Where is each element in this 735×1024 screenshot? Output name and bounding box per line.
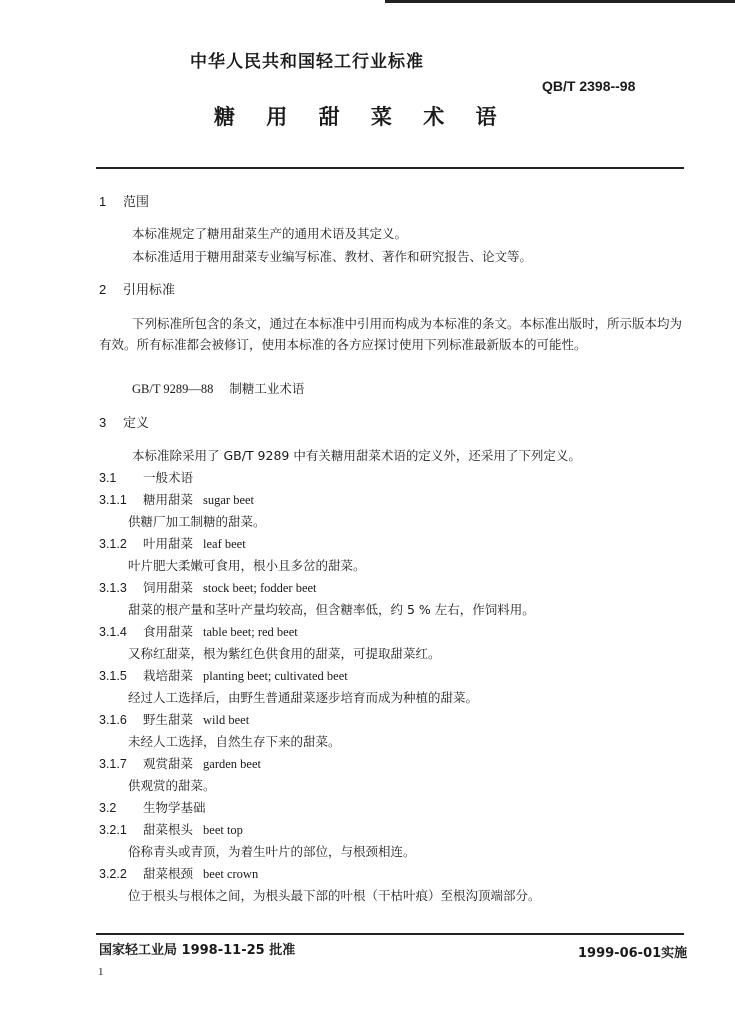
term-number: 3.1.1: [99, 493, 127, 507]
term-definition: 供观赏的甜菜。: [128, 778, 216, 793]
term-cn: 糖用甜菜: [143, 492, 194, 507]
term-en: leaf beet: [203, 537, 246, 551]
reference-entry: [132, 379, 304, 397]
term-en: stock beet; fodder beet: [203, 581, 317, 595]
term-cn: 野生甜菜: [143, 712, 194, 727]
term-en: beet top: [203, 823, 243, 837]
section-number: 2: [99, 282, 107, 297]
subsection-number: 3.2: [99, 801, 117, 815]
term-cn: 食用甜菜: [143, 624, 194, 639]
term-entry: [99, 534, 246, 552]
page-number: 1: [98, 966, 104, 978]
term-number: 3.1.5: [99, 669, 127, 683]
term-entry: [99, 864, 258, 882]
term-number: 3.1.7: [99, 757, 127, 771]
term-definition: 又称红甜菜，根为紫红色供食用的甜菜，可提取甜菜红。: [128, 646, 441, 661]
section-1-heading: [99, 191, 149, 210]
section-title: 定义: [123, 416, 150, 431]
term-number: 3.1.6: [99, 713, 127, 727]
top-border-line: [385, 0, 735, 3]
term-entry: [99, 820, 243, 838]
section-title: 范围: [123, 195, 150, 210]
term-cn: 饲用甜菜: [143, 580, 194, 595]
org-title: 中华人民共和国轻工行业标准: [190, 52, 424, 72]
term-number: 3.1.2: [99, 537, 127, 551]
document-title: 糖 用 甜 菜 术 语: [214, 105, 509, 129]
term-number: 3.1.3: [99, 581, 127, 595]
term-en: sugar beet: [203, 493, 255, 507]
section-2-heading: [99, 279, 175, 298]
term-entry: [99, 666, 348, 684]
effective-date: 1999-06-01实施: [578, 946, 688, 961]
subsection-3-1-heading: [99, 468, 193, 486]
section-title: 引用标准: [123, 283, 176, 298]
term-number: 3.2.2: [99, 867, 127, 881]
subsection-number: 3.1: [99, 471, 117, 485]
term-en: table beet; red beet: [203, 625, 298, 639]
section-number: 3: [99, 415, 107, 430]
term-entry: [99, 490, 254, 508]
term-definition: 经过人工选择后，由野生普通甜菜逐步培育而成为种植的甜菜。: [128, 690, 479, 705]
reference-title: 制糖工业术语: [229, 381, 305, 396]
term-entry: [99, 578, 317, 596]
term-en: wild beet: [203, 713, 250, 727]
term-entry: [99, 754, 261, 772]
term-cn: 叶用甜菜: [143, 536, 194, 551]
subsection-title: 一般术语: [143, 470, 194, 485]
term-cn: 甜菜根颈: [143, 866, 194, 881]
approval-info: 国家轻工业局 1998-11-25 批准: [99, 943, 296, 958]
term-definition: 未经人工选择，自然生存下来的甜菜。: [128, 734, 341, 749]
section-number: 1: [99, 194, 107, 209]
term-definition: 俗称青头或青顶，为着生叶片的部位，与根颈相连。: [128, 844, 416, 859]
term-cn: 甜菜根头: [143, 822, 194, 837]
term-definition: 甜菜的根产量和茎叶产量均较高，但含糖率低，约 5 % 左右，作饲料用。: [128, 602, 535, 617]
section-1-line-1: 本标准规定了糖用甜菜生产的通用术语及其定义。: [132, 226, 408, 241]
standard-code: QB/T 2398--98: [542, 78, 636, 94]
header-divider: [96, 167, 684, 169]
term-definition: 位于根头与根体之间，为根头最下部的叶根（干枯叶痕）至根沟顶端部分。: [128, 888, 541, 903]
section-3-heading: [99, 412, 149, 431]
term-en: beet crown: [203, 867, 259, 881]
term-definition: 供糖厂加工制糖的甜菜。: [128, 514, 266, 529]
term-entry: [99, 622, 298, 640]
term-number: 3.2.1: [99, 823, 127, 837]
term-cn: 栽培甜菜: [143, 668, 194, 683]
term-en: garden beet: [203, 757, 261, 771]
section-2-paragraph: 下列标准所包含的条文，通过在本标准中引用而构成为本标准的条文。本标准出版时，所示版本均为有效。所有标准都会被修订，使用本标准的各方应探讨使用下列标准最新版本的可能性。: [99, 316, 683, 352]
term-entry: [99, 710, 249, 728]
term-definition: 叶片肥大柔嫩可食用，根小且多岔的甜菜。: [128, 558, 366, 573]
subsection-title: 生物学基础: [143, 800, 206, 815]
section-1-line-2: 本标准适用于糖用甜菜专业编写标准、教材、著作和研究报告、论文等。: [132, 249, 533, 264]
subsection-3-2-heading: [99, 798, 206, 816]
term-cn: 观赏甜菜: [143, 756, 194, 771]
reference-code: GB/T 9289—88: [132, 382, 214, 396]
term-number: 3.1.4: [99, 625, 127, 639]
footer-divider: [96, 933, 684, 935]
section-3-intro: 本标准除采用了 GB/T 9289 中有关糖用甜菜术语的定义外，还采用了下列定义。: [132, 448, 581, 463]
term-en: planting beet; cultivated beet: [203, 669, 348, 683]
